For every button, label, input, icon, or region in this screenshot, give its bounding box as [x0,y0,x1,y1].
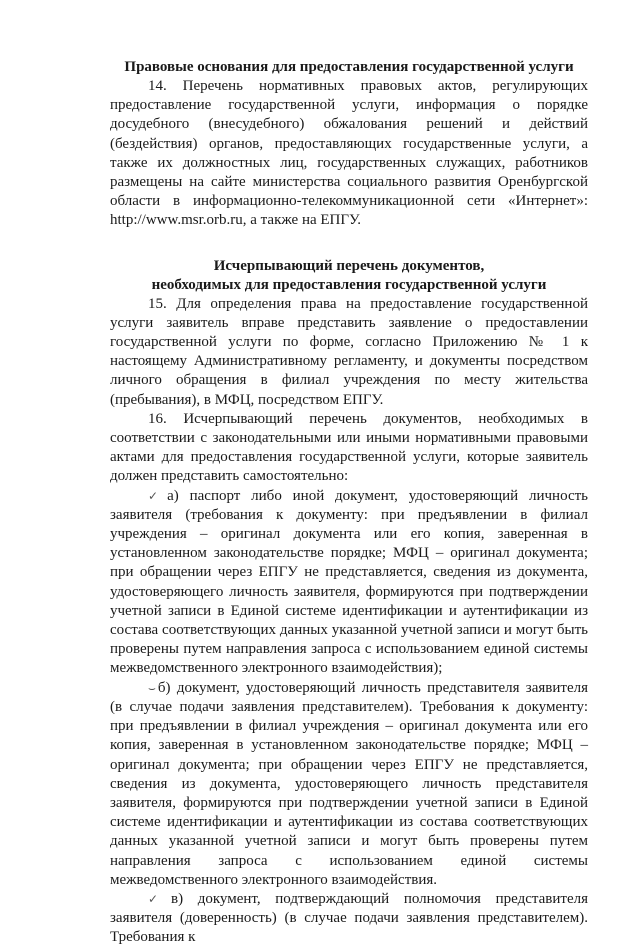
paragraph-14: 14. Перечень нормативных правовых актов, регулирующих предоставление государственной услуги, информация о порядке досудебного (внесудебного) обжалования решений и действий (бездействия) органов, предоставляющих государственные услуги, а также их должностных лиц, государственных служащих, работников размещены на сайте министерства социального развития Оренбургской области в информационно-телекоммуникационной сети «Интернет»: http://www.msr.orb.ru, а также на ЕПГУ. [110,78,588,229]
list-item-a-text: а) паспорт либо иной документ, удостоверяющий личность заявителя (требования к документу: при предъявлении в филиал учреждения – оригинал документа или его копия, заверенная в установленном законодательстве порядке; МФЦ – оригинал документа; при обращении через ЕПГУ не представляется, сведения из документа, удостоверяющего личность заявителя, формируются при подтверждении учетной записи в Единой системе идентификации и аутентификации из состава соответствующих данных указанной учетной записи и могут быть проверены путем направления запроса с использованием единой системы межведомственного электронного взаимодействия); [110,487,589,677]
list-item-c-text: в) документ, подтверждающий полномочия представителя заявителя (доверенность) (в случае подачи заявления представителем). Требования к [110,890,588,946]
paragraph-15: 15. Для определения права на предоставление государственной услуги заявитель вправе представить заявление о предоставлении государственной услуги по форме, согласно Приложению № 1 к настоящему Административному регламенту, и документы посредством личного обращения в филиал учреждения по месту жительства (пребывания), в МФЦ, посредством ЕПГУ. [110,295,588,408]
list-item-c [110,890,588,948]
check-mark-icon: ✓ [148,488,166,503]
list-item-b [110,679,588,890]
check-mark-icon: ✓ [148,891,169,906]
check-mark-icon: ⌣ [148,680,156,695]
section-heading-documents-line1: Исчерпывающий перечень документов, [213,257,485,274]
section-heading-legal-basis: Правовые основания для предоставления государственной услуги [124,59,574,75]
section-heading-documents-line2: необходимых для предоставления государственной услуги [151,276,547,293]
list-item-b-text: б) документ, удостоверяющий личность представителя заявителя (в случае подачи заявления представителем). Требования к документу: при предъявлении в филиал учреждения – оригинал документа или его копия, заверенная в установленном законодательстве порядке; МФЦ – оригинал документа; при обращении через ЕПГУ не представляется, сведения из документа, удостоверяющего личность представителя заявителя, формируются при подтверждении учетной записи в Единой системе идентификации и аутентификации из состава соответствующих данных указанной учетной записи и могут быть проверены путем направления запроса с использованием единой системы межведомственного электронного взаимодействия. [110,679,588,888]
list-item-a [110,487,588,679]
paragraph-16: 16. Исчерпывающий перечень документов, необходимых в соответствии с законодательными или иными нормативными правовыми актами для предоставления государственной услуги, которые заявитель должен представить самостоятельно: [110,410,588,485]
